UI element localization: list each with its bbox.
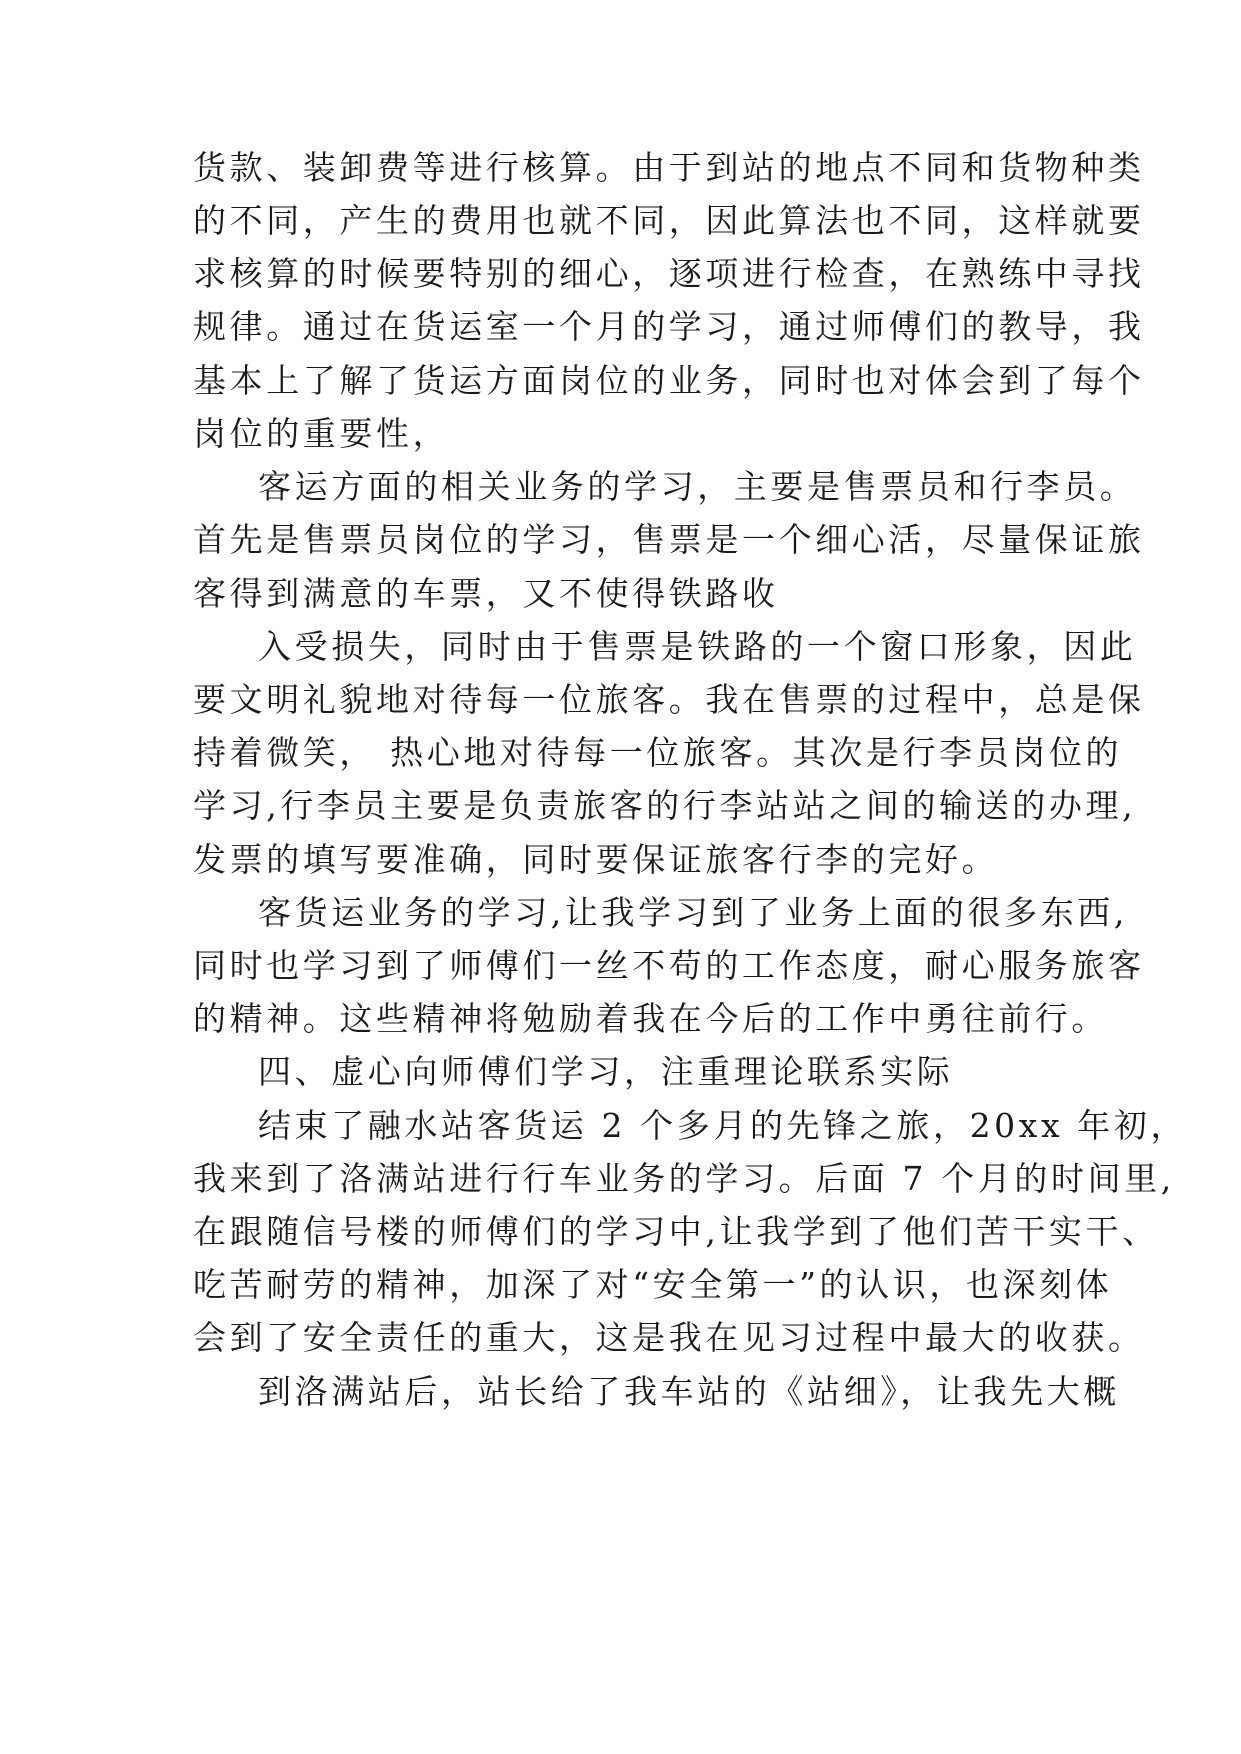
paragraph-first-line: 结束了融水站客货运 2 个多月的先锋之旅，20xx 年初， <box>258 1106 1188 1145</box>
text-line: 学习,行李员主要是负责旅客的行李站站之间的输送的办理, <box>193 786 1137 825</box>
text-line: 货款、装卸费等进行核算。由于到站的地点不同和货物种类 <box>193 148 1145 187</box>
text-line: 规律。通过在货运室一个月的学习，通过师傅们的教导，我 <box>193 307 1145 346</box>
text-line: 的不同，产生的费用也就不同，因此算法也不同，这样就要 <box>193 201 1145 240</box>
text-line: 持着微笑， 热心地对待每一位旅客。其次是行李员岗位的 <box>193 733 1123 772</box>
text-line: 基本上了解了货运方面岗位的业务，同时也对体会到了每个 <box>193 361 1145 400</box>
paragraph-first-line: 到洛满站后，站长给了我车站的《站细》，让我先大概 <box>258 1372 1120 1411</box>
text-line: 发票的填写要准确，同时要保证旅客行李的完好。 <box>193 840 999 879</box>
text-line: 岗位的重要性， <box>193 414 450 453</box>
text-line: 同时也学习到了师傅们一丝不苟的工作态度，耐心服务旅客 <box>193 946 1145 985</box>
text-line: 在跟随信号楼的师傅们的学习中,让我学到了他们苦干实干、 <box>193 1212 1159 1251</box>
paragraph-first-line: 入受损失，同时由于售票是铁路的一个窗口形象，因此 <box>258 627 1137 666</box>
text-line: 会到了安全责任的重大，这是我在见习过程中最大的收获。 <box>193 1318 1145 1357</box>
text-line: 要文明礼貌地对待每一位旅客。我在售票的过程中，总是保 <box>193 680 1145 719</box>
text-line: 首先是售票员岗位的学习，售票是一个细心活，尽量保证旅 <box>193 520 1145 559</box>
text-line: 客得到满意的车票，又不使得铁路收 <box>193 574 779 613</box>
text-line: 吃苦耐劳的精神，加深了对“安全第一”的认识，也深刻体 <box>193 1265 1113 1304</box>
paragraph-first-line: 客货运业务的学习,让我学习到了业务上面的很多东西, <box>258 893 1128 932</box>
text-line: 求核算的时候要特别的细心，逐项进行检查，在熟练中寻找 <box>193 254 1145 293</box>
paragraph-first-line: 客运方面的相关业务的学习，主要是售票员和行李员。 <box>258 467 1137 506</box>
text-line: 我来到了洛满站进行行车业务的学习。后面 7 个月的时间里, <box>193 1159 1175 1198</box>
text-line: 的精神。这些精神将勉励着我在今后的工作中勇往前行。 <box>193 999 1108 1038</box>
section-heading: 四、虚心向师傅们学习，注重理论联系实际 <box>258 1052 954 1091</box>
